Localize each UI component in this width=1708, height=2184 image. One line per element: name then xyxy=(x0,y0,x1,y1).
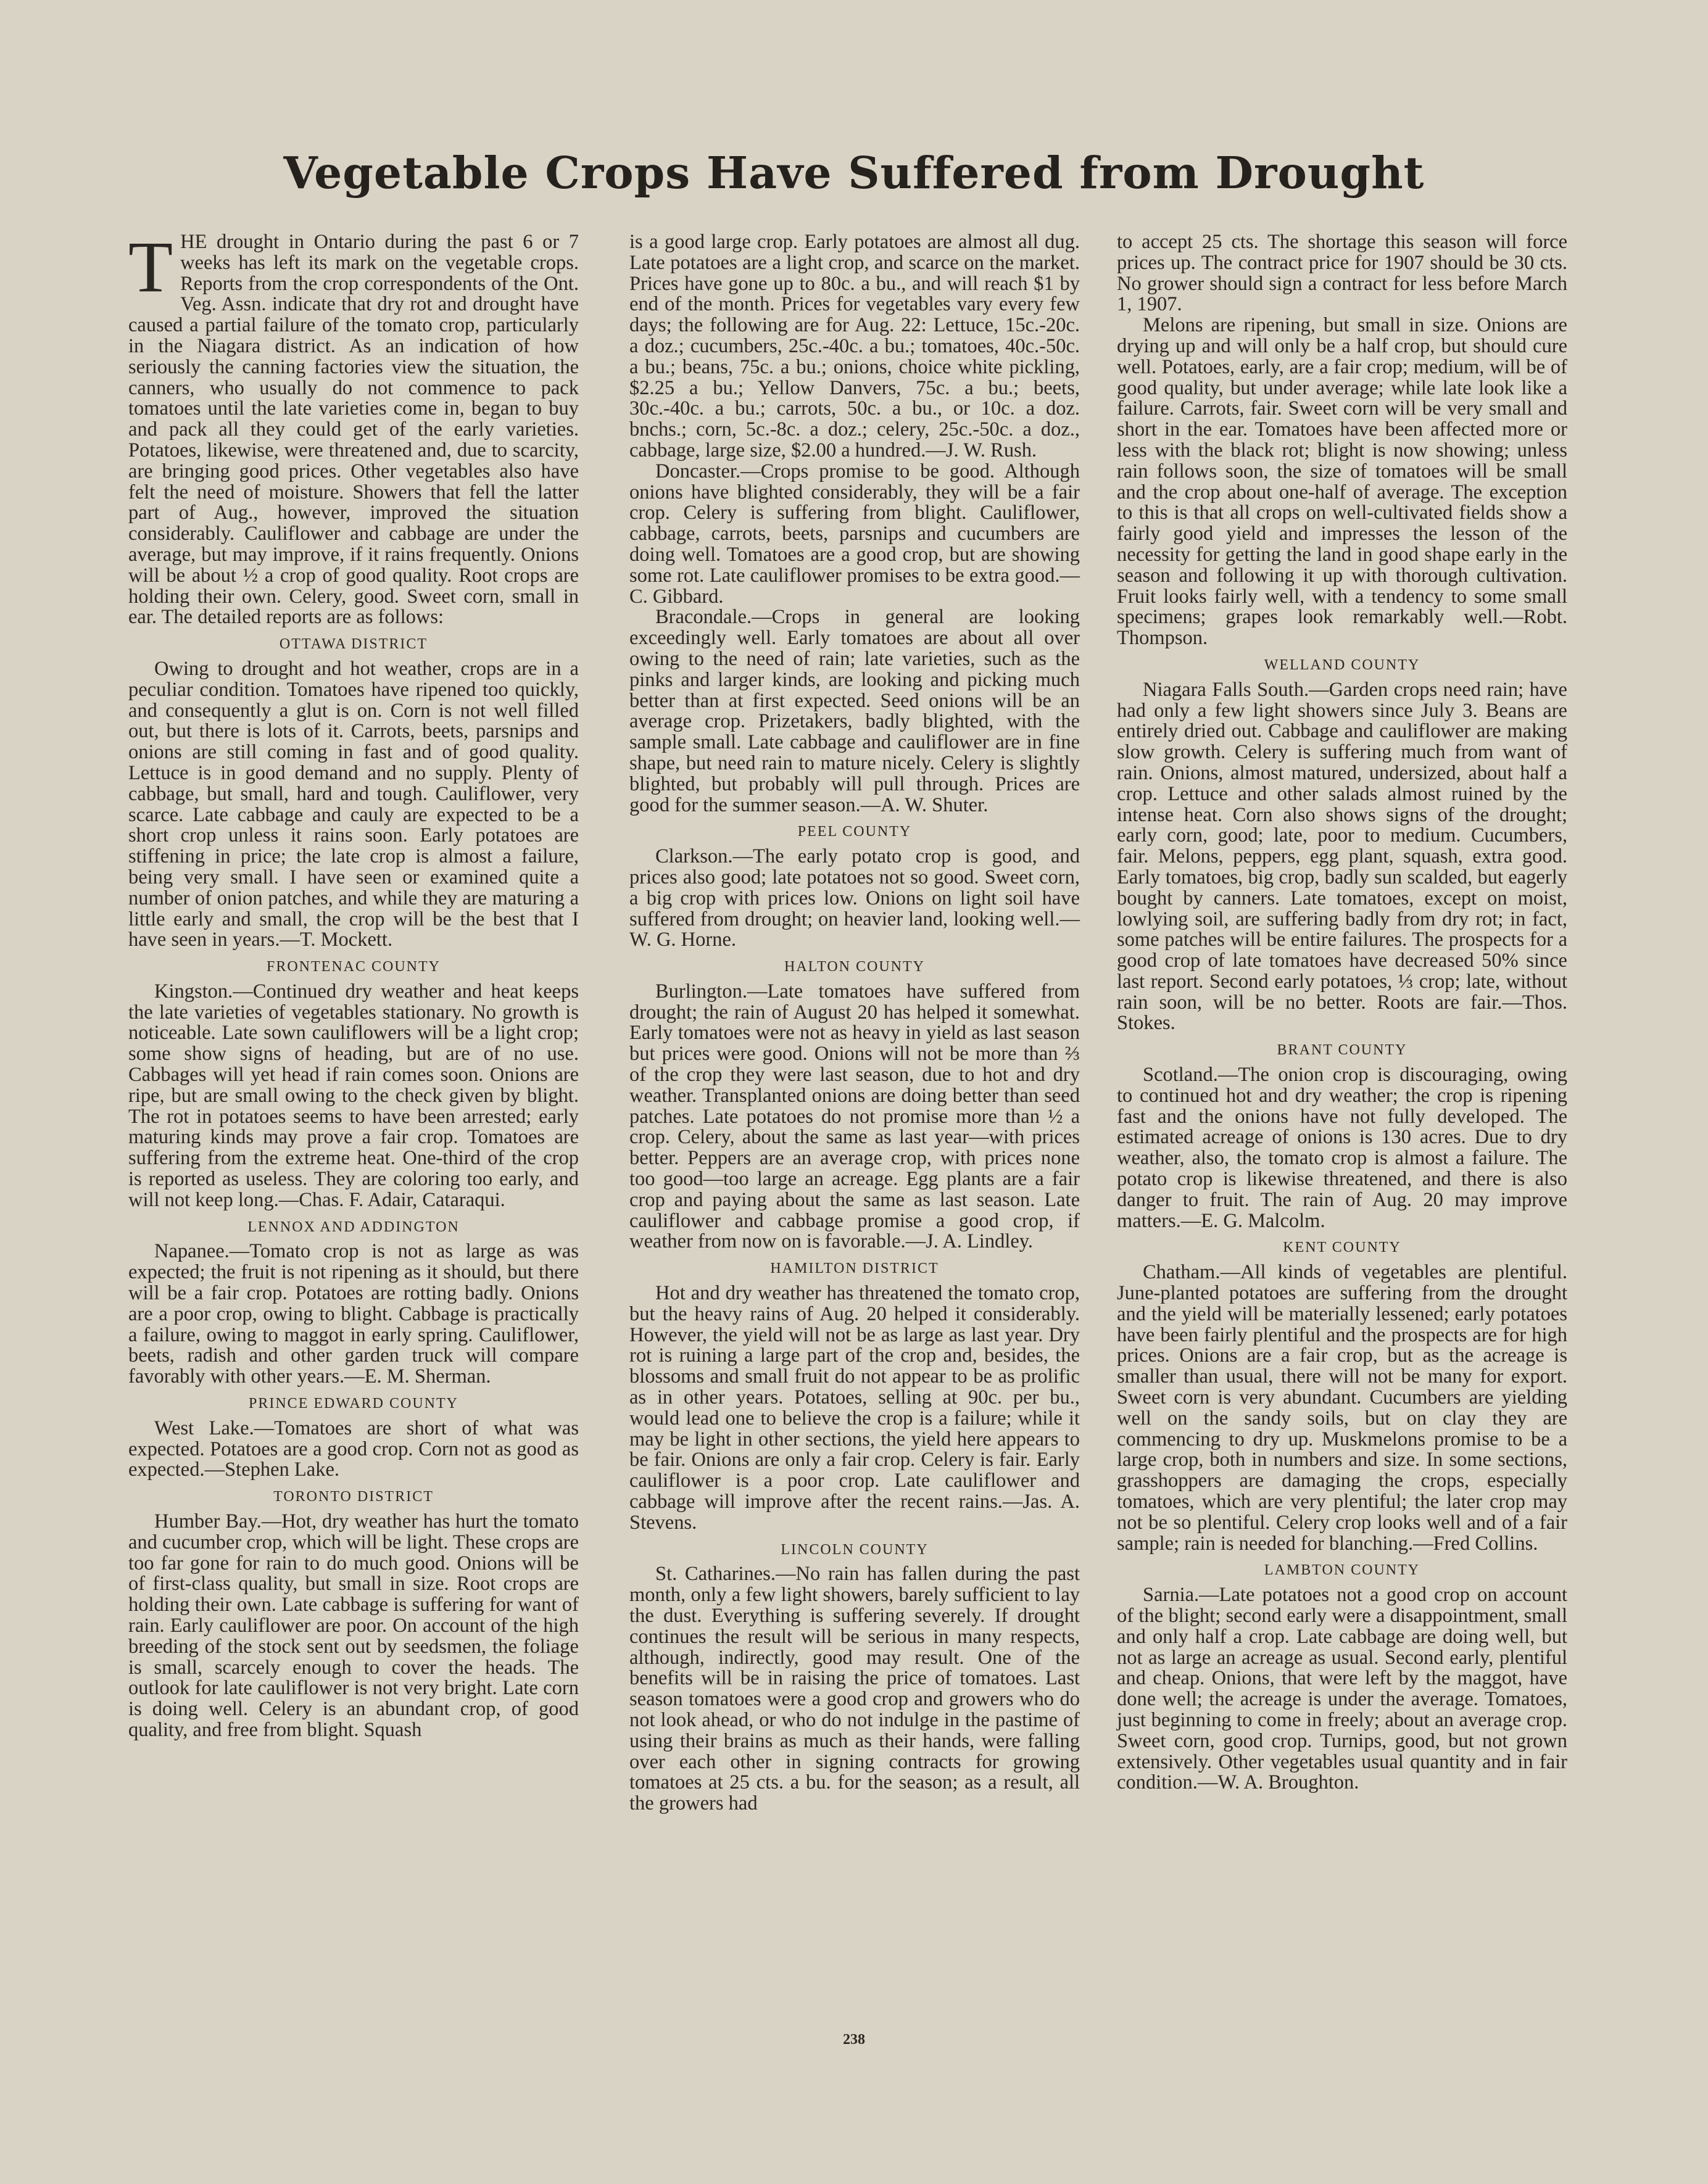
column-3 xyxy=(1117,232,1567,1793)
report-lambton: Sarnia.—Late potatoes not a good crop on account of the blight; second early were a disappointment, small and only half a crop. Late cabbage are doing well, but not as large an acreage as usual. Second early, plentiful and cheap. Onions, that were left by the maggot, have done well; the acreage is under the average. Tomatoes, just beginning to come in freely; about an average crop. Sweet corn, good crop. Turnips, good, but not grown extensively. Other vegetables usual quantity and in fair condition.—W. A. Broughton. xyxy=(1117,1584,1567,1794)
report-kent: Chatham.—All kinds of vegetables are plentiful. June-planted potatoes are suffering from the drought and the yield will be materially lessened; early potatoes have been fairly plentiful and the prospects are for high prices. Onions are a fair crop, but as the acreage is smaller than usual, there will not be many for export. Sweet corn is very abundant. Cucumbers are yielding well on the sandy soils, but on clay they are commencing to dry up. Muskmelons promise to be a large crop, both in numbers and size. In some sections, grasshoppers are damaging the crops, especially tomatoes, which are very plentiful; the later crop may not be so plentiful. Celery crop looks well and of a fair sample; rain is needed for blanching.—Fred Collins. xyxy=(1117,1261,1567,1555)
report-lincoln-continued: to accept 25 cts. The shortage this season will force prices up. The contract price for 1907 should be 30 cts. No grower should sign a contract for less before March 1, 1907. xyxy=(1117,231,1567,316)
section-heading-halton: HALTON COUNTY xyxy=(784,959,925,975)
column-1 xyxy=(128,226,579,1741)
report-prince-edward: West Lake.—Tomatoes are short of what was expected. Potatoes are a good crop. Corn not as good as expected.—Stephen Lake. xyxy=(128,1417,579,1481)
section-heading-ottawa: OTTAWA DISTRICT xyxy=(279,636,428,653)
report-bracondale: Bracondale.—Crops in general are looking exceedingly well. Early tomatoes are about all over owing to the need of rain; late varieties, such as the pinks and larger kinds, are looking and picking much better than at first expected. Seed onions will be an average crop. Prizetakers, badly blighted, with the sample small. Late cabbage and cauliflower are in fine shape, but need rain to mature nicely. Celery is slightly blighted, but probably will pull through. Prices are good for the summer season.—A. W. Shuter. xyxy=(629,606,1080,816)
report-frontenac: Kingston.—Continued dry weather and heat keeps the late varieties of vegetables stationary. No growth is noticeable. Late sown cauliflowers will be a light crop; some show signs of heading, but are of no use. Cabbages will yet head if rain comes soon. Onions are ripe, but are small owing to the check given by blight. The rot in potatoes seems to have been arrested; early maturing kinds may prove a fair crop. Tomatoes are suffering from the extreme heat. One-third of the crop is reported as useless. They are coloring too early, and will not keep long.—Chas. F. Adair, Cataraqui. xyxy=(128,980,579,1211)
report-ottawa: Owing to drought and hot weather, crops are in a peculiar condition. Tomatoes have ripened too quickly, and consequently a glut is on. Corn is not well filled out, but there is lots of it. Carrots, beets, parsnips and onions are still coming in fast and of good quality. Lettuce is in good demand and no supply. Plenty of cabbage, but small, hard and tough. Cauliflower, very scarce. Late cabbage and cauly are expected to be a short crop unless it rains soon. Early potatoes are stiffening in price; the late crop is almost a failure, being very small. I have seen or examined quite a number of onion patches, and while they are maturing a little early and small, the crop will be the best that I have seen in years.—T. Mockett. xyxy=(128,657,579,951)
report-welland: Niagara Falls South.—Garden crops need rain; have had only a few light showers since July 3. Beans are entirely dried out. Cabbage and cauliflower are making slow growth. Celery is suffering much from want of rain. Onions, almost matured, undersized, about half a crop. Lettuce and other salads almost ruined by the intense heat. Corn also shows signs of the drought; early corn, good; late, poor to medium. Cucumbers, fair. Melons, peppers, egg plant, squash, extra good. Early tomatoes, big crop, badly sun scalded, but eagerly bought by canners. Late tomatoes, except on moist, lowlying soil, are suffering badly from dry rot; in fact, some patches will be entire failures. The prospects for a good crop of late tomatoes have decreased 50% since last report. Second early potatoes, ⅓ crop; late, without rain soon, will be no better. Roots are fair.—Thos. Stokes. xyxy=(1117,678,1567,1035)
report-hamilton: Hot and dry weather has threatened the tomato crop, but the heavy rains of Aug. 20 helped it considerably. However, the yield will not be as large as last year. Dry rot is ruining a large part of the crop and, besides, the blossoms and small fruit do not appear to be as prolific as in other years. Potatoes, selling at 90c. per bu., would lead one to believe the crop is a failure; while it may be light in other sections, the yield here appears to be fair. Onions are only a fair crop. Celery is fair. Early cauliflower is a poor crop. Late cauliflower and cabbage will improve after the recent rains.—Jas. A. Stevens. xyxy=(629,1282,1080,1534)
article-title: Vegetable Crops Have Suffered from Drought xyxy=(283,147,1425,199)
drop-cap: T xyxy=(128,226,173,307)
section-heading-kent: KENT COUNTY xyxy=(1283,1239,1401,1256)
report-melons: Melons are ripening, but small in size. Onions are drying up and will only be a half crop, but should cure well. Potatoes, early, are a fair crop; medium, will be of good quality, but under average; while late look like a failure. Carrots, fair. Sweet corn will be very small and short in the ear. Tomatoes have been affected more or less with the black rot; blight is now showing; unless rain follows soon, the size of tomatoes will be small and the crop about one-half of average. The exception to this is that all crops on well-cultivated fields show a fairly good yield and impresses the lesson of the necessity for getting the land in good shape early in the season and following it up with thorough cultivation. Fruit looks fairly well, with a tendency to some small specimens; grapes look remarkably well.—Robt. Thompson. xyxy=(1117,314,1567,650)
report-brant: Scotland.—The onion crop is discouraging, owing to continued hot and dry weather; the crop is ripening fast and the onions have not fully developed. The estimated acreage of onions is 130 acres. Due to dry weather, also, the tomato crop is almost a failure. The potato crop is likewise threatened, and there is also danger to fruit. The rain of Aug. 20 may improve matters.—E. G. Malcolm. xyxy=(1117,1064,1567,1232)
report-toronto-continued: is a good large crop. Early potatoes are almost all dug. Late potatoes are a light crop, and scarce on the market. Prices have gone up to 80c. a bu., and will reach $1 by end of the month. Prices for vegetables vary every few days; the following are for Aug. 22: Lettuce, 15c.-20c. a doz.; cucumbers, 25c.-40c. a bu.; tomatoes, 40c.-50c. a bu.; beans, 75c. a bu.; onions, choice white pickling, $2.25 a bu.; Yellow Danvers, 75c. a bu.; beets, 30c.-40c. a bu.; carrots, 50c. a bu., or 10c. a doz. bnchs.; corn, 5c.-8c. a doz.; celery, 25c.-50c. a doz., cabbage, large size, $2.00 a hundred.—J. W. Rush. xyxy=(629,231,1080,461)
report-doncaster: Doncaster.—Crops promise to be good. Although onions have blighted considerably, they will be a fair crop. Celery is suffering from blight. Cauliflower, cabbage, carrots, beets, parsnips and cucumbers are doing well. Tomatoes are a good crop, but are showing some rot. Late cauliflower promises to be extra good.—C. Gibbard. xyxy=(629,460,1080,608)
section-heading-toronto: TORONTO DISTRICT xyxy=(273,1489,434,1505)
section-heading-hamilton: HAMILTON DISTRICT xyxy=(770,1260,939,1277)
section-heading-brant: BRANT COUNTY xyxy=(1277,1042,1407,1059)
report-lennox: Napanee.—Tomato crop is not as large as was expected; the fruit is not ripening as it should, but there will be a fair crop. Potatoes are rotting badly. Onions are a poor crop, owing to blight. Cabbage is practically a failure, owing to maggot in early spring. Cauliflower, beets, radish and other garden truck will compare favorably with other years.—E. M. Sherman. xyxy=(128,1240,579,1388)
section-heading-prince-edward: PRINCE EDWARD COUNTY xyxy=(249,1396,458,1412)
section-heading-lambton: LAMBTON COUNTY xyxy=(1264,1562,1420,1579)
section-heading-frontenac: FRONTENAC COUNTY xyxy=(266,959,441,975)
column-2 xyxy=(629,232,1080,1814)
report-lincoln: St. Catharines.—No rain has fallen during the past month, only a few light showers, barely sufficient to lay the dust. Everything is suffering severely. If drought continues the result will be serious in many respects, although, indirectly, good may result. One of the benefits will be in raising the price of tomatoes. Last season tomatoes were a good crop and growers who do not look ahead, or who do not indulge in the pastime of using their brains as much as their hands, were falling over each other in signing contracts for growing tomatoes at 25 cts. a bu. for the season; as a result, all the growers had xyxy=(629,1563,1080,1815)
section-heading-peel: PEEL COUNTY xyxy=(797,824,912,840)
section-heading-welland: WELLAND COUNTY xyxy=(1264,656,1420,673)
page-number: 238 xyxy=(843,2032,865,2048)
intro-paragraph: THE drought in Ontario during the past 6 or 7 weeks has left its mark on the vegetable crops. Reports from the crop correspondents of the Ont. Veg. Assn. indicate that dry rot and drought have caused a partial failure of the tomato crop, particularly in the Niagara district. As an indication of how seriously the canning factories view the situation, the canners, who usually do not commence to pack tomatoes until the late varieties come in, began to buy and pack all they could get of the early varieties. Potatoes, likewise, were threatened and, due to scarcity, are bringing good prices. Other vegetables also have felt the need of moisture. Showers that fell the latter part of Aug., however, improved the situation considerably. Cauliflower and cabbage are under the average, but may improve, if it rains frequently. Onions will be about ½ a crop of good quality. Root crops are holding their own. Celery, good. Sweet corn, small in ear. The detailed reports are as follows: xyxy=(128,226,579,629)
report-halton: Burlington.—Late tomatoes have suffered from drought; the rain of August 20 has helped it somewhat. Early tomatoes were not as heavy in yield as last season but prices were good. Onions will not be more than ⅔ of the crop they were last season, due to hot and dry weather. Transplanted onions are doing better than seed patches. Late potatoes do not promise more than ½ a crop. Celery, about the same as last year—with prices better. Peppers are an average crop, with prices none too good—too large an acreage. Egg plants are a fair crop and paying about the same as last season. Late cauliflower and cabbage promise a good crop, if weather from now on is favorable.—J. A. Lindley. xyxy=(629,980,1080,1253)
report-toronto: Humber Bay.—Hot, dry weather has hurt the tomato and cucumber crop, which will be light. These crops are too far gone for rain to do much good. Onions will be of first-class quality, but small in size. Root crops are holding their own. Late cabbage is suffering for want of rain. Early cauliflower are poor. On account of the high breeding of the stock sent out by seedsmen, the foliage is small, scarcely enough to cover the heads. The outlook for late cauliflower is not very bright. Late corn is doing well. Celery is an abundant crop, of good quality, and free from blight. Squash xyxy=(128,1510,579,1741)
report-peel: Clarkson.—The early potato crop is good, and prices also good; late potatoes not so good. Sweet corn, a big crop with prices low. Onions on light soil have suffered from drought; on heavier land, looking well.—W. G. Horne. xyxy=(629,845,1080,951)
section-heading-lennox: LENNOX AND ADDINGTON xyxy=(247,1218,460,1235)
section-heading-lincoln: LINCOLN COUNTY xyxy=(781,1541,929,1558)
